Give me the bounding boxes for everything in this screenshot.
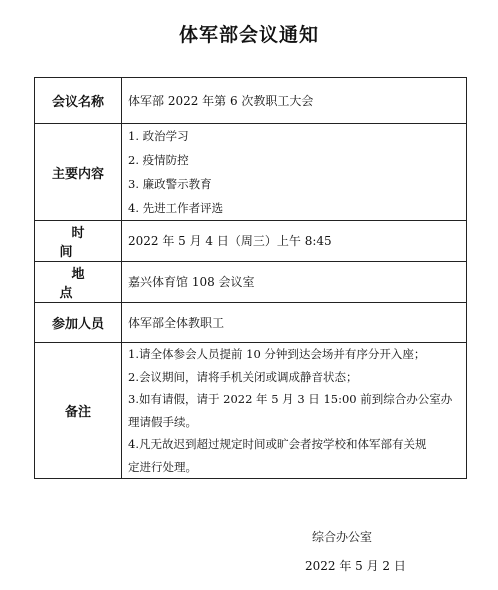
value-notes <box>122 343 467 479</box>
note-line: 定进行处理。 <box>128 459 197 474</box>
row-notes <box>35 343 467 479</box>
label-place-text: 地 点 <box>59 267 109 301</box>
label-meeting-name: 会议名称 <box>35 78 122 124</box>
list-item: 4. 先进工作者评选 <box>128 201 224 215</box>
row-main-content <box>35 124 467 221</box>
label-time <box>35 221 122 262</box>
note-line: 2.会议期间，请将手机关闭或调成静音状态； <box>128 369 358 384</box>
label-attendees: 参加人员 <box>35 303 122 343</box>
list-item: 3. 廉政警示教育 <box>128 177 212 191</box>
note-line: 1.请全体参会人员提前 10 分钟到达会场并有序分开入座； <box>128 347 426 361</box>
label-notes: 备注 <box>35 343 122 479</box>
value-main-content <box>122 124 467 221</box>
label-time-text: 时 间 <box>59 226 109 260</box>
list-item: 2. 疫情防控 <box>128 153 189 167</box>
value-meeting-name: 体军部 2022 年第 6 次教职工大会 <box>122 78 467 124</box>
value-place: 嘉兴体育馆 108 会议室 <box>122 262 467 303</box>
note-line: 理请假手续。 <box>128 414 197 429</box>
value-time: 2022 年 5 月 4 日（周三）上午 8:45 <box>122 221 467 262</box>
row-time <box>35 221 467 262</box>
row-place <box>35 262 467 303</box>
note-line: 4.凡无故迟到超过规定时间或旷会者按学校和体军部有关规 <box>128 437 427 451</box>
footer-issuer: 综合办公室 <box>312 530 373 544</box>
value-attendees: 体军部全体教职工 <box>122 303 467 343</box>
label-main-content: 主要内容 <box>35 124 122 221</box>
row-attendees <box>35 303 467 343</box>
note-line: 3.如有请假，请于 2022 年 5 月 3 日 15:00 前到综合办公室办 <box>128 392 453 406</box>
list-item: 1. 政治学习 <box>128 129 189 143</box>
footer-date: 2022 年 5 月 2 日 <box>305 559 406 573</box>
row-meeting-name <box>35 78 467 124</box>
notice-table <box>34 77 467 479</box>
label-place <box>35 262 122 303</box>
document-title: 体军部会议通知 <box>178 24 319 46</box>
